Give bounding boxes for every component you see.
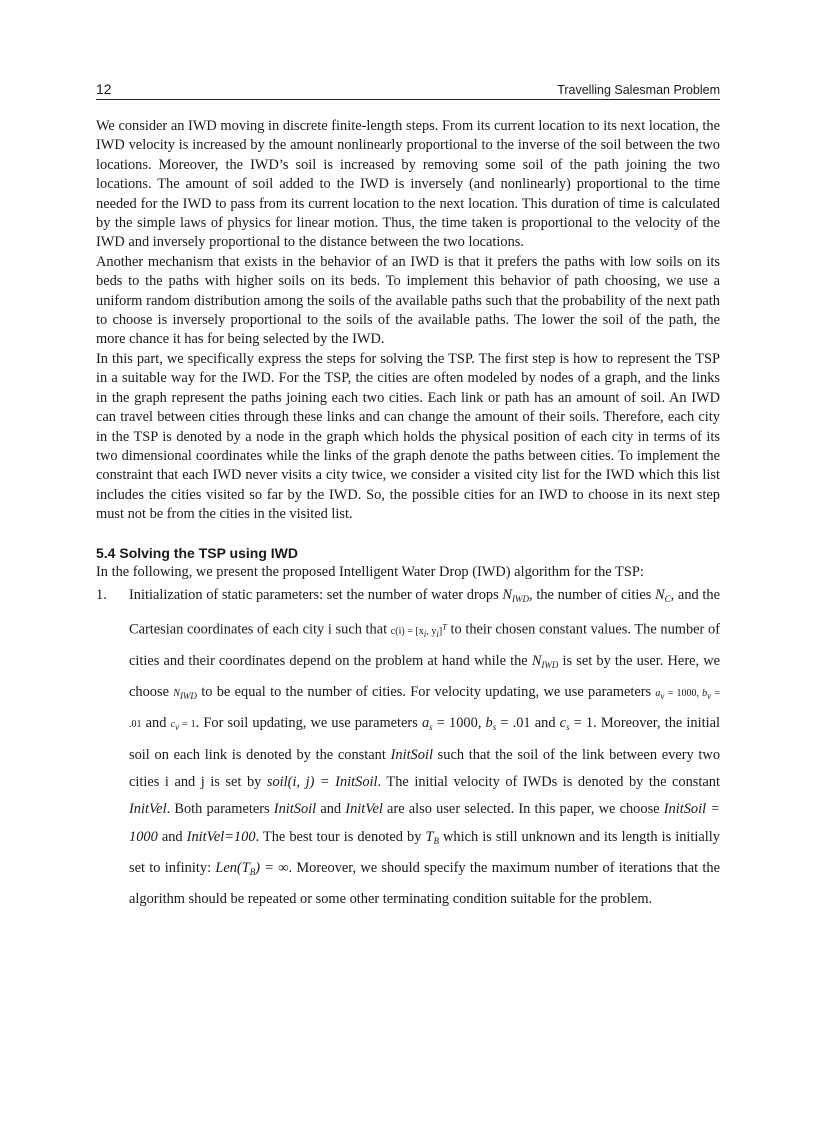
math-av: av = 1000, — [655, 688, 703, 702]
text-run: to be equal to the number of cities. For velocity updating, we use parameters — [196, 684, 656, 701]
text-run: and — [157, 828, 187, 845]
math-t-b: $T_B$ — [425, 828, 439, 846]
page-header — [96, 80, 720, 100]
math-len-tb: $Len(T_B)$ = ∞ — [215, 859, 289, 877]
text-run: , the number of cities — [529, 586, 656, 603]
text-run: Initialization of static parameters: set the number of water drops — [129, 586, 503, 603]
text-run: . Moreover, the initial soil on each link is denoted by the constant — [129, 715, 721, 763]
math-bs: $b_s = .01$ — [485, 715, 531, 733]
paragraph: We consider an IWD moving in discrete finite-length steps. From its current location to its next location, the IWD velocity is increased by the amount nonlinearly proportional to the inverse of the soil between the two locations. Moreover, the IWD’s soil is increased by removing some soil of the path joining the two locations. The amount of soil added to the IWD is inversely (and nonlinearly) proportional to the time needed for the IWD to pass from its current location to the next location. This duration of time is calculated by the simple laws of physics for linear motion. Thus, the time taken is proportional to the velocity of the IWD and inversely proportional to the distance between the two locations. — [96, 118, 720, 251]
item-number: 1. — [96, 586, 107, 603]
running-title: Travelling Salesman Problem — [557, 83, 720, 97]
text-run: . Both parameters — [166, 801, 274, 818]
page-number: 12 — [96, 81, 112, 97]
math-init-soil: InitSoil — [390, 746, 433, 763]
math-init-vel-value: InitVel=100 — [186, 828, 256, 845]
math-init-vel: InitVel — [129, 801, 167, 818]
math-as: $a_s = 1000$, — [421, 715, 486, 733]
text-run: and — [530, 715, 560, 732]
math-n-iwd: NIWD — [173, 688, 197, 702]
math-n-iwd: $N_{IWD}$ — [502, 586, 530, 604]
math-n-iwd: $N_{IWD}$ — [531, 652, 559, 670]
text-run: . Moreover, we should specify the maximum number of iterations that the algorithm should be repeated or some other terminating condition suitable for the problem. — [129, 859, 720, 908]
math-bv: bv = .01 — [129, 688, 721, 731]
section-intro: In the following, we present the proposed Intelligent Water Drop (IWD) algorithm for the TSP: — [96, 563, 644, 580]
text-run: . For soil updating, we use parameters — [195, 715, 422, 732]
math-cs: $c_s = 1$ — [559, 715, 594, 733]
math-init-vel: InitVel — [345, 801, 383, 818]
math-cv: cv = 1 — [170, 719, 196, 733]
page-body — [96, 117, 720, 914]
math-init-soil-value: InitSoil = 1000 — [129, 801, 720, 845]
list-item — [96, 582, 720, 914]
text-run: , and the Cartesian coordinates of each city i such that — [129, 586, 720, 638]
section-heading: 5.4 Solving the TSP using IWD — [96, 544, 298, 561]
text-run: such that the soil of the link between every two cities i and j is set by — [129, 746, 721, 791]
text-run: and — [316, 801, 346, 818]
text-run: to their chosen constant values. The number of cities and their coordinates depend on the problem at hand while the — [129, 621, 720, 669]
math-init-soil: InitSoil — [273, 801, 317, 818]
text-run: . The best tour is denoted by — [255, 828, 426, 845]
math-n-c: $N_C$ — [655, 586, 671, 604]
text-run: . The initial velocity of IWDs is denoted by the constant — [377, 774, 720, 791]
paragraph: Another mechanism that exists in the behavior of an IWD is that it prefers the paths with low soils on its beds to the paths with higher soils on its beds. To implement this behavior of path choosing, we use a uniform random distribution among the soils of the available paths such that the probability of the next path to choose is inversely proportional to the soils of the available paths. The lower the soil of the path, the more chance it has for being selected by the IWD. — [96, 253, 720, 348]
text-run: and — [141, 715, 171, 732]
text-run: which is still unknown and its length is initially set to infinity: — [129, 828, 720, 876]
text-run: is set by the user. Here, we choose — [129, 652, 721, 701]
math-soil-ij: soil(i, j) = InitSoil — [266, 774, 378, 791]
text-run: are also user selected. In this paper, we choose — [382, 801, 664, 818]
header-rule — [96, 99, 720, 100]
paragraph: In this part, we specifically express the steps for solving the TSP. The first step is how to represent the TSP in a suitable way for the IWD. For the TSP, the cities are often modeled by nodes of a graph, and the links in the graph represent the paths joining each two cities. Each link or path has an amount of soil. An IWD can travel between cities through these links and can change the amount of their soils. Therefore, each city in the TSP is denoted by a node in the graph which holds the physical position of each city in terms of its two dimensional coordinates while the links of the graph denote the paths between cities. To implement the constraint that each IWD never visits a city twice, we consider a visited city list for the IWD which this list includes the cities visited so far by the IWD. So, the possible cities for an IWD to choose in its next step must not be from the cities in the visited list. — [96, 350, 720, 523]
math-city-coords: c(i) = [xi, yi]$^T$ — [390, 622, 447, 639]
